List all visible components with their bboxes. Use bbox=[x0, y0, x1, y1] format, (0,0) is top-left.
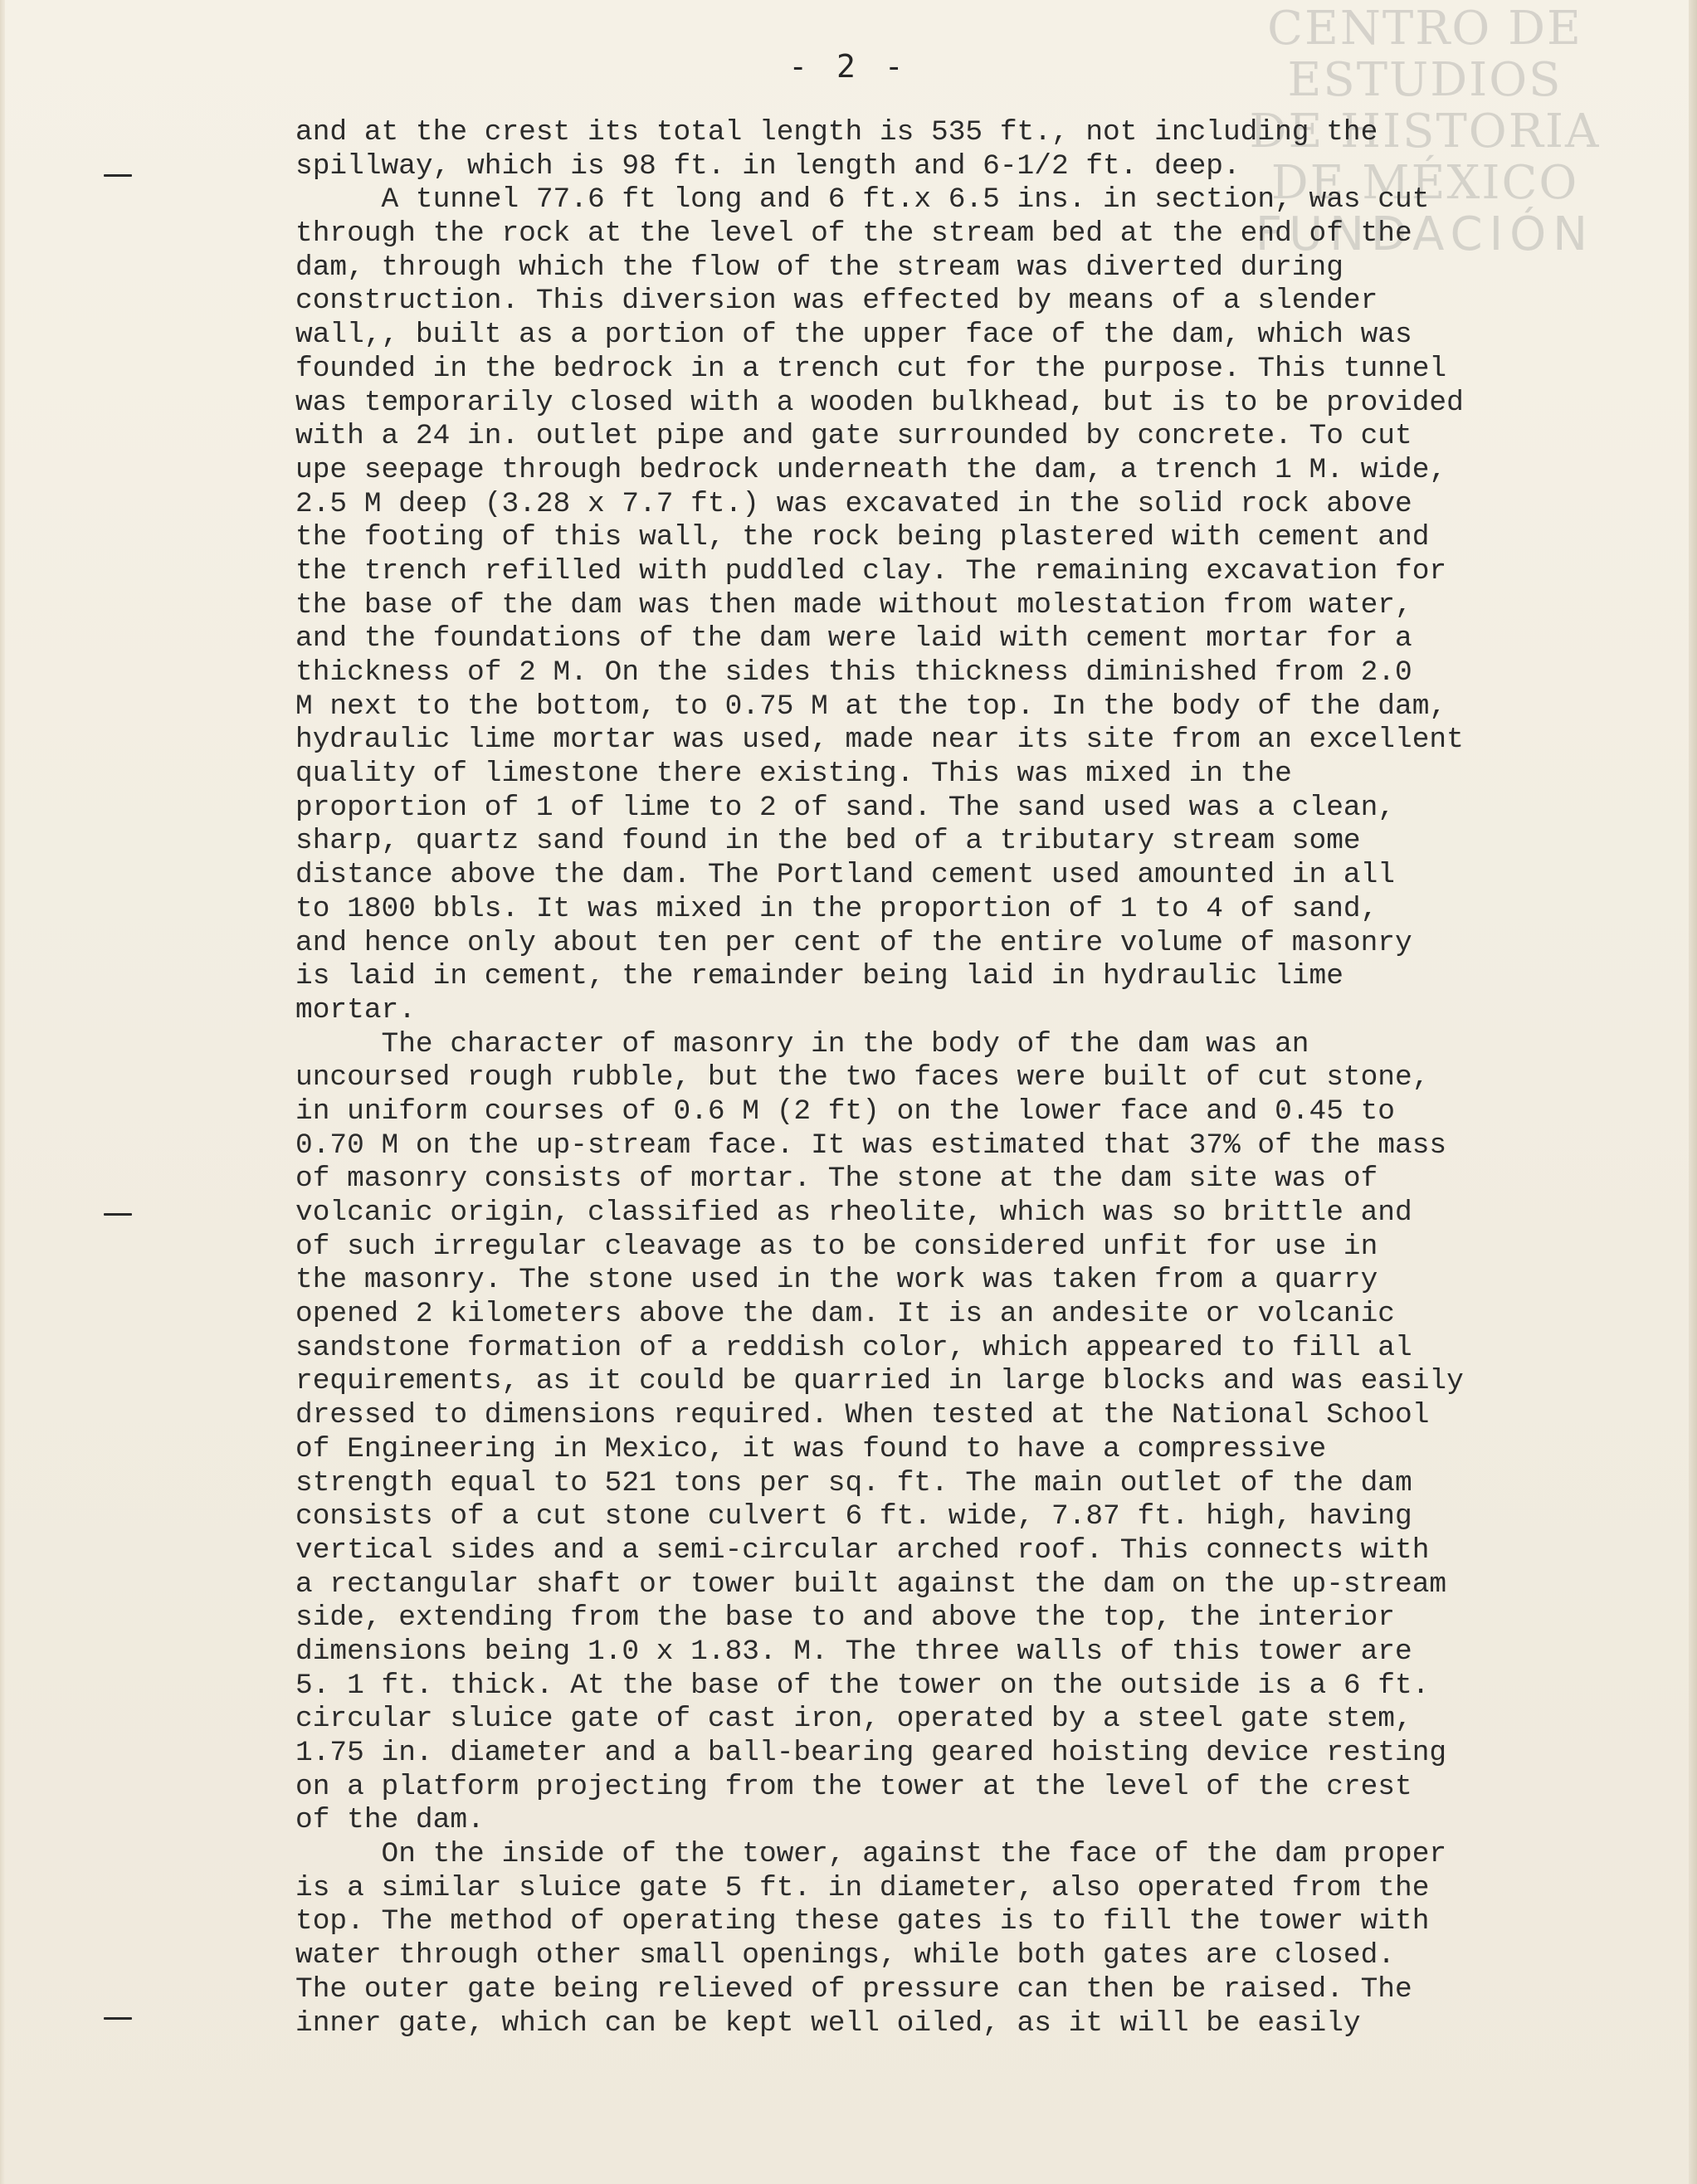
typewritten-body-text bbox=[295, 116, 1673, 2040]
text-line: sharp, quartz sand found in the bed of a tributary stream some bbox=[295, 825, 1361, 858]
text-line: uncoursed rough rubble, but the two faces were built of cut stone, bbox=[295, 1061, 1430, 1094]
text-line: M next to the bottom, to 0.75 M at the top. In the body of the dam, bbox=[295, 690, 1447, 723]
text-line: was temporarily closed with a wooden bulkhead, but is to be provided bbox=[295, 386, 1464, 419]
page-edge-right bbox=[1689, 0, 1697, 2184]
text-line: the masonry. The stone used in the work was taken from a quarry bbox=[295, 1264, 1378, 1297]
text-line: requirements, as it could be quarried in large blocks and was easily bbox=[295, 1365, 1464, 1398]
margin-dash-mark bbox=[104, 2017, 132, 2020]
text-line: sandstone formation of a reddish color, which appeared to fill al bbox=[295, 1331, 1412, 1364]
text-line: to 1800 bbls. It was mixed in the proportion of 1 to 4 of sand, bbox=[295, 892, 1378, 925]
text-line: The outer gate being relieved of pressure can then be raised. The bbox=[295, 1972, 1412, 2006]
text-line: is a similar sluice gate 5 ft. in diameter, also operated from the bbox=[295, 1871, 1430, 1904]
text-line: founded in the bedrock in a trench cut for the purpose. This tunnel bbox=[295, 352, 1447, 385]
text-line: proportion of 1 of lime to 2 of sand. The sand used was a clean, bbox=[295, 791, 1396, 824]
text-line: and hence only about ten per cent of the entire volume of masonry bbox=[295, 926, 1412, 959]
text-line: 2.5 M deep (3.28 x 7.7 ft.) was excavated in the solid rock above bbox=[295, 487, 1412, 520]
text-line: 1.75 in. diameter and a ball-bearing geared hoisting device resting bbox=[295, 1737, 1447, 1769]
text-line: and at the crest its total length is 535 ft., not including the bbox=[295, 116, 1378, 149]
watermark-line-4: DE MÉXICO bbox=[1270, 156, 1579, 210]
text-line: dimensions being 1.0 x 1.83. M. The three walls of this tower are bbox=[295, 1635, 1412, 1668]
text-line: construction. This diversion was effected by means of a slender bbox=[295, 285, 1378, 318]
text-line: of masonry consists of mortar. The stone at the dam site was of bbox=[295, 1163, 1378, 1196]
text-line: with a 24 in. outlet pipe and gate surrounded by concrete. To cut bbox=[295, 420, 1412, 453]
text-line: of the dam. bbox=[295, 1804, 485, 1837]
text-line: in uniform courses of 0.6 M (2 ft) on the lower face and 0.45 to bbox=[295, 1094, 1396, 1128]
page-edge-left bbox=[0, 0, 5, 2184]
text-line: 0.70 M on the up-stream face. It was estimated that 37% of the mass bbox=[295, 1129, 1447, 1162]
text-line: and the foundations of the dam were laid with cement mortar for a bbox=[295, 622, 1412, 656]
text-line: through the rock at the level of the stream bed at the end of the bbox=[295, 217, 1412, 251]
text-line: dressed to dimensions required. When tested at the National School bbox=[295, 1399, 1430, 1432]
text-line: vertical sides and a semi-circular arched roof. This connects with bbox=[295, 1533, 1430, 1567]
watermark-line-5: FUNDACIÓN bbox=[1255, 207, 1595, 261]
text-line: mortar. bbox=[295, 993, 416, 1026]
margin-dash-mark bbox=[104, 1213, 132, 1216]
text-line: top. The method of operating these gates is to fill the tower with bbox=[295, 1905, 1430, 1938]
text-line: A tunnel 77.6 ft long and 6 ft.x 6.5 ins. in section, was cut bbox=[295, 183, 1430, 217]
text-line: on a platform projecting from the tower at the level of the crest bbox=[295, 1770, 1412, 1803]
text-line: spillway, which is 98 ft. in length and 6-1/2 ft. deep. bbox=[295, 149, 1241, 183]
text-line: wall,, built as a portion of the upper face of the dam, which was bbox=[295, 319, 1412, 352]
watermark-line-3: DE HISTORIA bbox=[1249, 105, 1601, 158]
text-line: quality of limestone there existing. This was mixed in the bbox=[295, 758, 1292, 791]
text-line: the footing of this wall, the rock being plastered with cement and bbox=[295, 521, 1430, 554]
text-line: The character of masonry in the body of the dam was an bbox=[295, 1027, 1309, 1060]
text-line: thickness of 2 M. On the sides this thickness diminished from 2.0 bbox=[295, 656, 1412, 689]
text-line: hydraulic lime mortar was used, made near its site from an excellent bbox=[295, 724, 1464, 757]
text-line: is laid in cement, the remainder being laid in hydraulic lime bbox=[295, 960, 1343, 993]
text-line: the trench refilled with puddled clay. The remaining excavation for bbox=[295, 554, 1447, 587]
text-line: On the inside of the tower, against the face of the dam proper bbox=[295, 1838, 1447, 1871]
text-line: side, extending from the base to and above the top, the interior bbox=[295, 1601, 1396, 1635]
watermark-line-2: ESTUDIOS bbox=[1287, 53, 1563, 107]
text-line: strength equal to 521 tons per sq. ft. The main outlet of the dam bbox=[295, 1466, 1412, 1499]
text-line: distance above the dam. The Portland cement used amounted in all bbox=[295, 859, 1396, 892]
text-line: of Engineering in Mexico, it was found to have a compressive bbox=[295, 1432, 1327, 1465]
text-line: circular sluice gate of cast iron, operated by a steel gate stem, bbox=[295, 1703, 1412, 1736]
text-line: 5. 1 ft. thick. At the base of the tower on the outside is a 6 ft. bbox=[295, 1669, 1430, 1702]
text-line: upe seepage through bedrock underneath the dam, a trench 1 M. wide, bbox=[295, 453, 1447, 486]
text-line: volcanic origin, classified as rheolite, which was so brittle and bbox=[295, 1197, 1412, 1229]
text-line: of such irregular cleavage as to be considered unfit for use in bbox=[295, 1230, 1378, 1263]
text-line: opened 2 kilometers above the dam. It is an andesite or volcanic bbox=[295, 1298, 1396, 1331]
page-number: - 2 - bbox=[788, 48, 909, 85]
watermark-line-1: CENTRO DE bbox=[1267, 2, 1582, 56]
margin-dash-mark bbox=[104, 174, 132, 177]
text-line: a rectangular shaft or tower built against the dam on the up-stream bbox=[295, 1567, 1447, 1601]
text-line: consists of a cut stone culvert 6 ft. wide, 7.87 ft. high, having bbox=[295, 1500, 1412, 1533]
text-line: water through other small openings, while both gates are closed. bbox=[295, 1939, 1396, 1972]
text-line: the base of the dam was then made without molestation from water, bbox=[295, 588, 1412, 622]
text-line: dam, through which the flow of the stream was diverted during bbox=[295, 251, 1343, 284]
text-line: inner gate, which can be kept well oiled, as it will be easily bbox=[295, 2006, 1361, 2040]
